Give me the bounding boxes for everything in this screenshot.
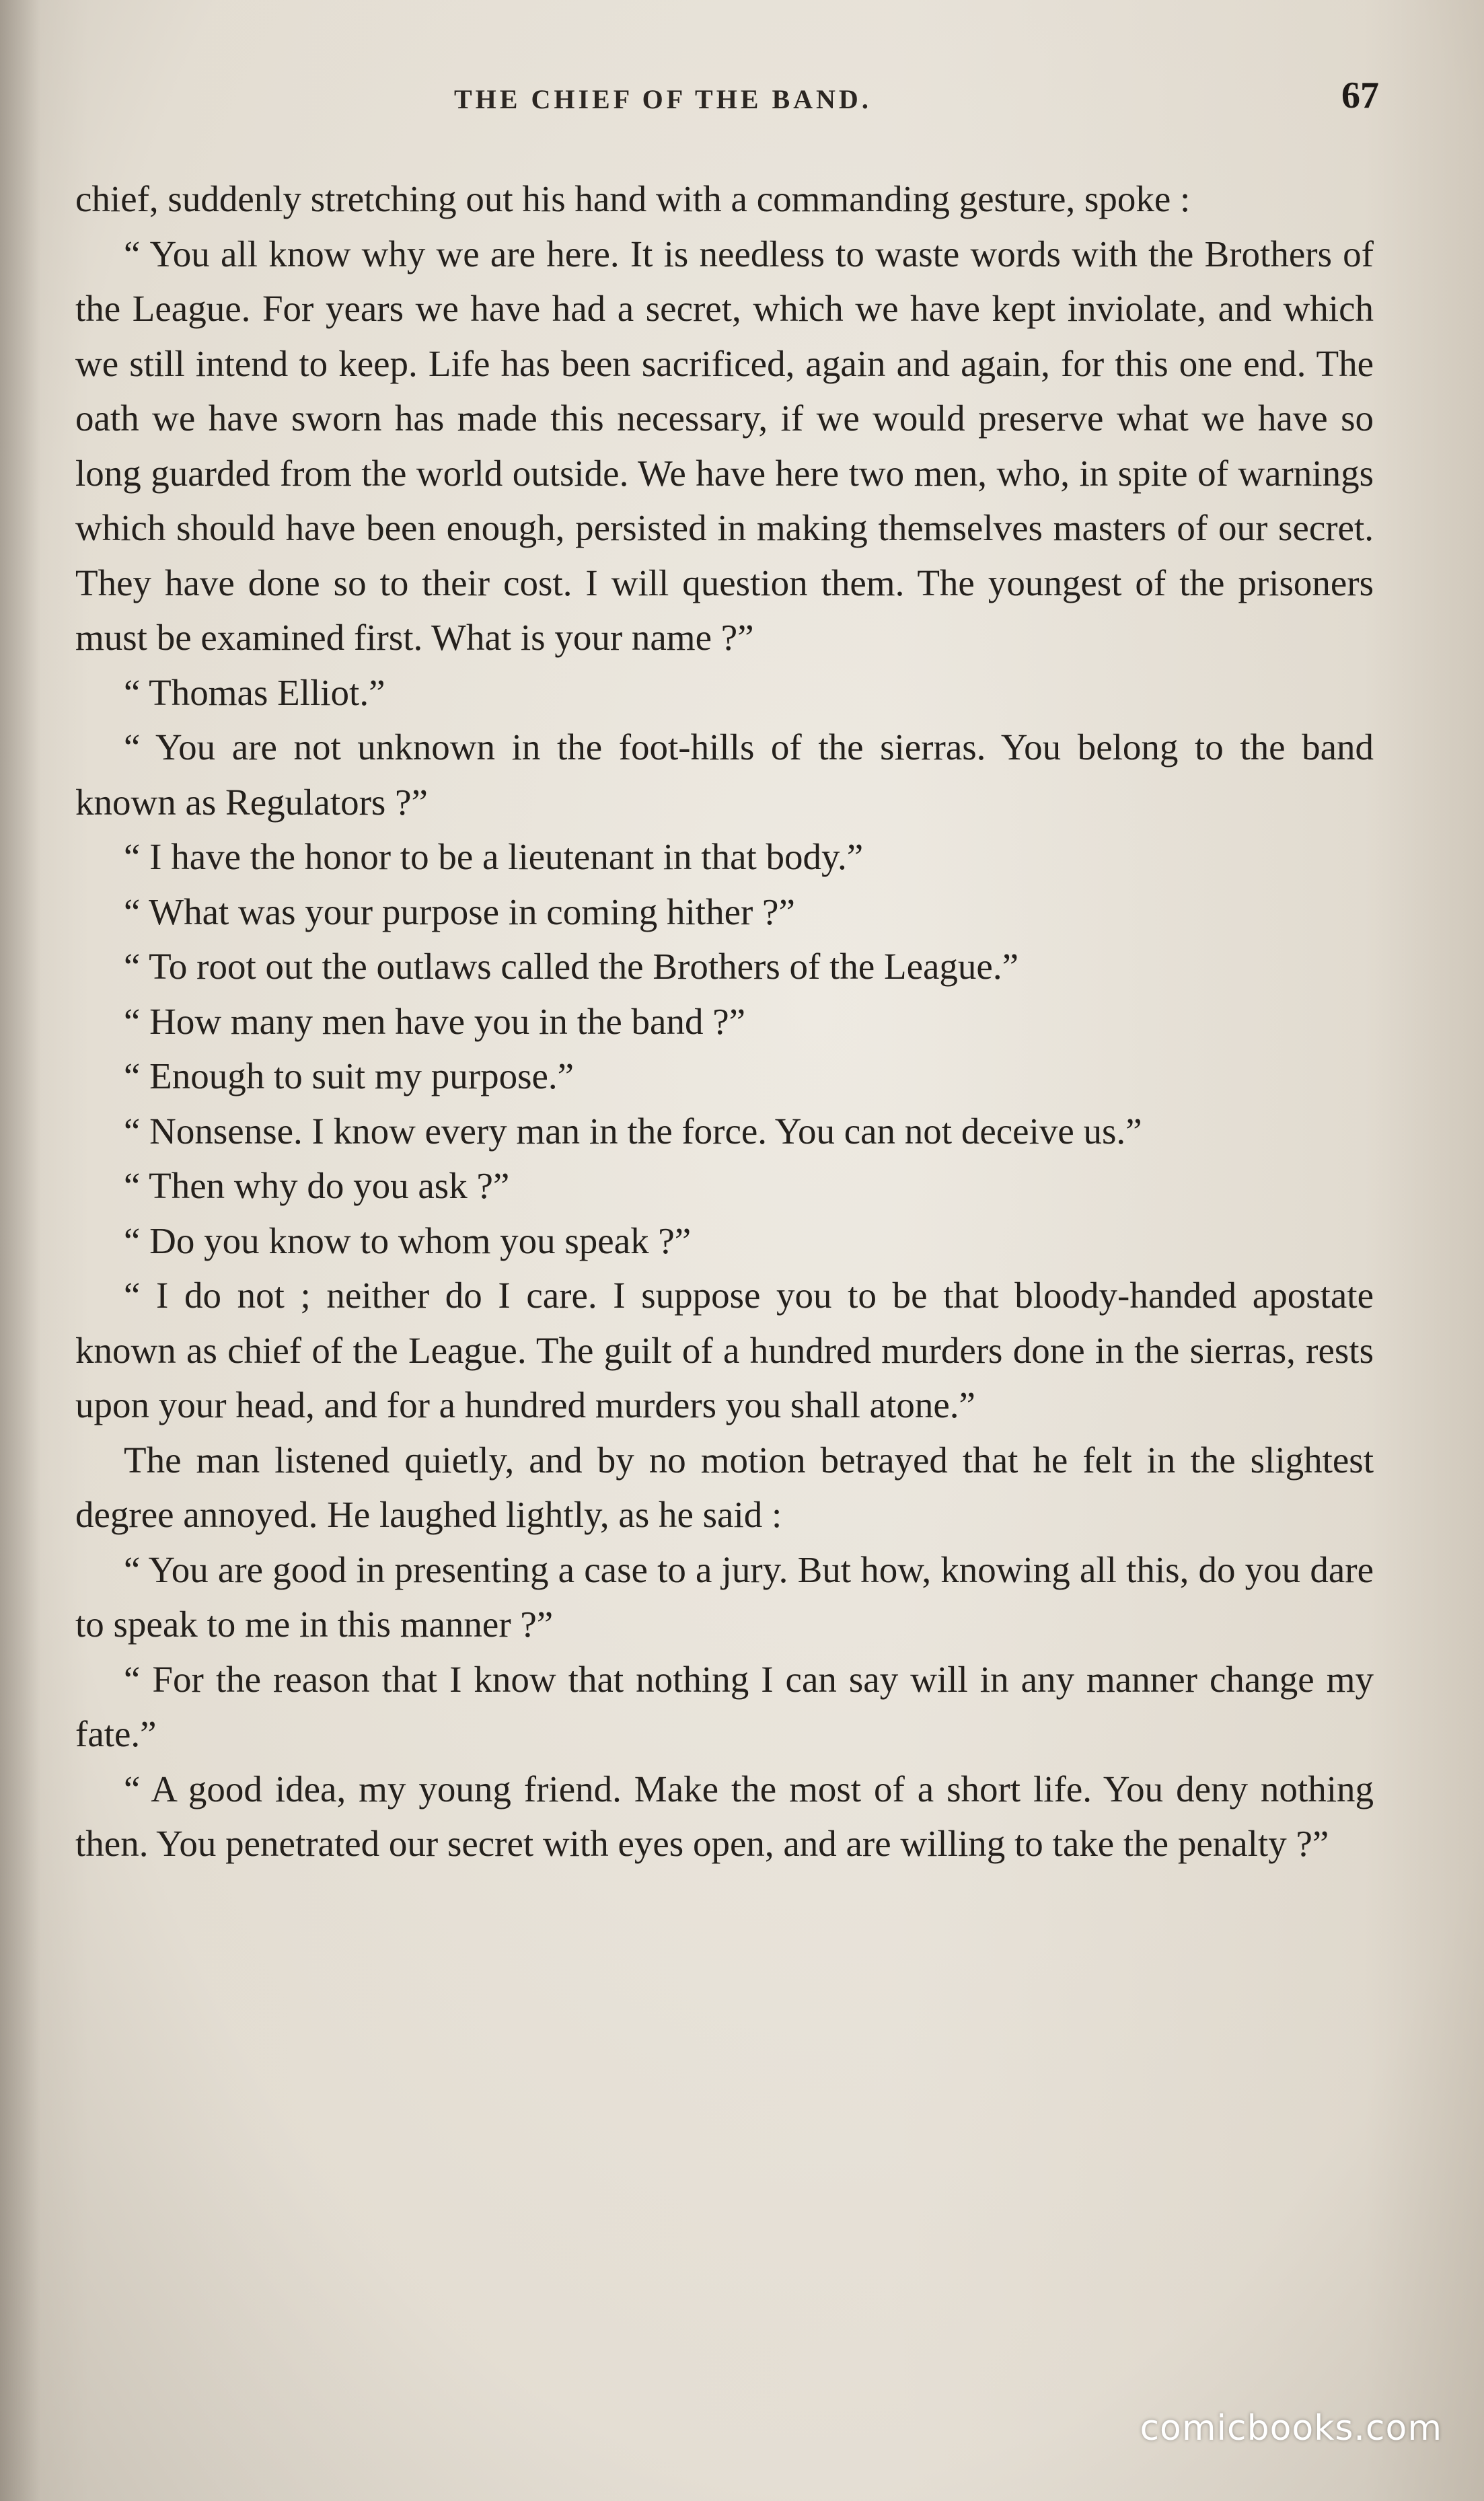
spine-shadow (0, 0, 40, 2501)
page-number: 67 (1341, 75, 1379, 116)
paragraph: “ Enough to suit my purpose.” (124, 1055, 574, 1096)
paragraph: “ You are good in presenting a case to a jury. But how, knowing all this, do you dare to speak to me in this manner ?” (75, 1548, 1374, 1645)
watermark-text: comicbooks.com (1140, 2408, 1442, 2449)
page-header (81, 74, 1379, 128)
paragraph: “ How many men have you in the band ?” (124, 1000, 746, 1042)
paragraph: “ A good idea, my young friend. Make the most of a short life. You deny nothing then. You penetrated our secret with eyes open, and are willing to take the penalty ?” (75, 1768, 1374, 1864)
paragraph: “ Then why do you ask ?” (124, 1165, 510, 1206)
paragraph: “ To root out the outlaws called the Brothers of the League.” (124, 946, 1018, 987)
running-head: THE CHIEF OF THE BAND. (454, 84, 872, 114)
body-text (75, 172, 1374, 1871)
paragraph: “ What was your purpose in coming hither ?” (124, 891, 795, 932)
paragraph: “ Thomas Elliot.” (124, 671, 385, 713)
paragraph: “ You all know why we are here. It is needless to waste words with the Brothers of the League. For years we have had a secret, which we have kept inviolate, and which we still intend to keep. Life has been sacrificed, again and again, for this one end. The oath we have sworn has made this necessary, if we would preserve what we have so long guarded from the world outside. We have here two men, who, in spite of warnings which should have been enough, persisted in making themselves masters of our secret. They have done so to their cost. I will question them. The youngest of the prisoners must be examined first. What is your name ?” (75, 233, 1374, 658)
paragraph: “ I do not ; neither do I care. I suppose you to be that bloody-handed apostate known as chief of the League. The guilt of a hundred murders done in the sierras, rests upon your head, and for a hundred murders you shall atone.” (75, 1275, 1374, 1425)
paragraph: chief, suddenly stretching out his hand with a commanding gesture, spoke : (75, 178, 1191, 219)
paragraph: The man listened quietly, and by no motion betrayed that he felt in the slightest degree annoyed. He laughed lightly, as he said : (75, 1439, 1374, 1535)
paragraph: “ Do you know to whom you speak ?” (124, 1220, 692, 1261)
paragraph: “ You are not unknown in the foot-hills of the sierras. You belong to the band known as Regulators ?” (75, 726, 1374, 823)
paragraph: “ I have the honor to be a lieutenant in that body.” (124, 836, 864, 877)
paragraph: “ Nonsense. I know every man in the force. You can not deceive us.” (124, 1110, 1142, 1152)
paragraph: “ For the reason that I know that nothing I can say will in any manner change my fate.” (75, 1658, 1374, 1754)
